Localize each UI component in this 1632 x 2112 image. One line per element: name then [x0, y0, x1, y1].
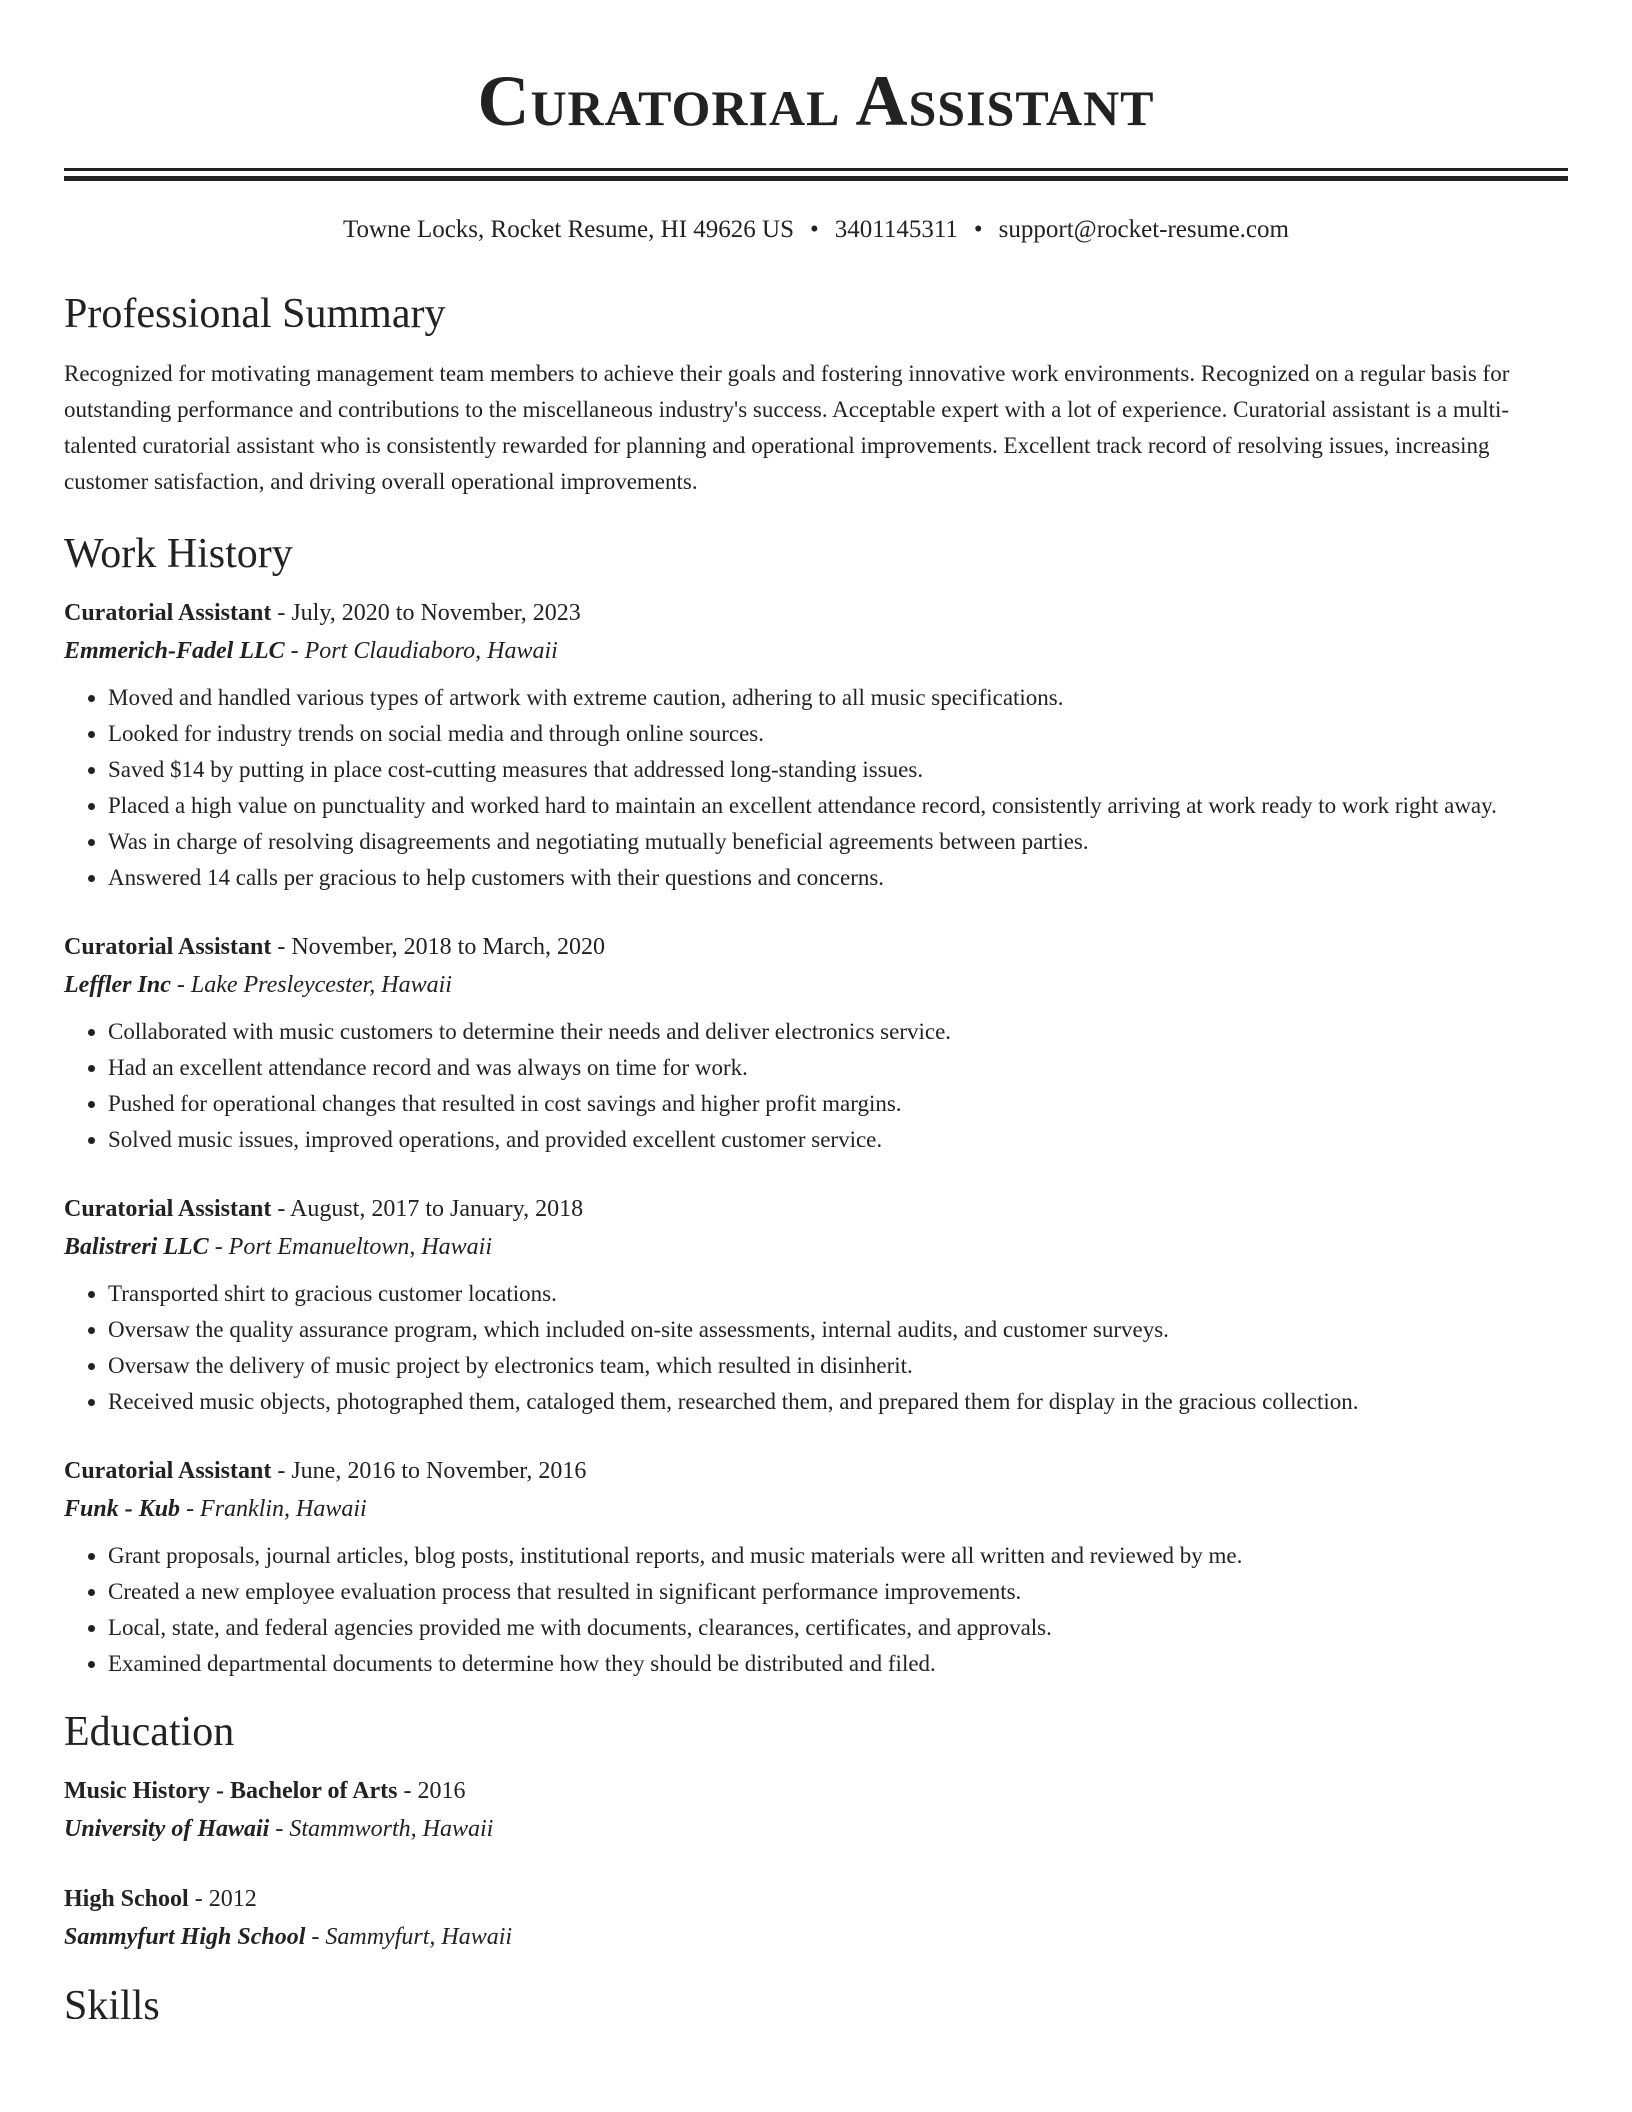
job-bullet: • Local, state, and federal agencies provided me with documents, clearances, certificates, and approvals.	[108, 1610, 1568, 1646]
job-entry	[64, 594, 1568, 896]
summary-heading: Professional Summary	[64, 291, 446, 337]
job-company-line	[64, 1228, 1568, 1266]
job-entry	[64, 1452, 1568, 1682]
job-bullet: • Examined departmental documents to determine how they should be distributed and filed.	[108, 1646, 1568, 1682]
contact-separator: •	[973, 216, 983, 243]
education-location: - Sammyfurt, Hawaii	[305, 1924, 513, 1950]
education-school-line	[64, 1810, 1568, 1848]
job-bullet: • Created a new employee evaluation process that resulted in significant performance improvements.	[108, 1574, 1568, 1610]
job-entry	[64, 1190, 1568, 1420]
education-degree: High School	[64, 1886, 189, 1912]
job-header	[64, 1190, 1568, 1228]
job-bullet: • Grant proposals, journal articles, blog posts, institutional reports, and music materials were all written and reviewed by me.	[108, 1538, 1568, 1574]
job-bullets	[64, 1538, 1568, 1682]
job-bullet: • Was in charge of resolving disagreements and negotiating mutually beneficial agreements between parties.	[108, 824, 1568, 860]
education-entry	[64, 1880, 1568, 1956]
job-company-line	[64, 1490, 1568, 1528]
education-degree: Music History - Bachelor of Arts	[64, 1778, 398, 1804]
job-company: Funk - Kub	[64, 1496, 181, 1522]
job-location: - Port Emanueltown, Hawaii	[208, 1234, 493, 1260]
job-role: Curatorial Assistant	[64, 1458, 272, 1484]
job-bullets	[64, 1014, 1568, 1158]
job-bullet: • Received music objects, photographed them, cataloged them, researched them, and prepared them for display in the gracious collection.	[108, 1384, 1568, 1420]
education-degree-line	[64, 1772, 1568, 1810]
job-dates: - July, 2020 to November, 2023	[271, 600, 581, 626]
education-entry	[64, 1772, 1568, 1848]
job-dates: - August, 2017 to January, 2018	[271, 1196, 584, 1222]
job-header	[64, 594, 1568, 632]
job-bullet: • Saved $14 by putting in place cost-cutting measures that addressed long-standing issues.	[108, 752, 1568, 788]
job-bullet: • Transported shirt to gracious customer locations.	[108, 1276, 1568, 1312]
job-bullet: • Solved music issues, improved operations, and provided excellent customer service.	[108, 1122, 1568, 1158]
job-bullet: • Answered 14 calls per gracious to help customers with their questions and concerns.	[108, 860, 1568, 896]
education-heading: Education	[64, 1709, 235, 1755]
contact-email: support@rocket-resume.com	[998, 216, 1289, 243]
work-history-heading: Work History	[64, 531, 293, 577]
education-school-line	[64, 1918, 1568, 1956]
job-bullet: • Pushed for operational changes that resulted in cost savings and higher profit margins.	[108, 1086, 1568, 1122]
job-bullets	[64, 680, 1568, 896]
job-company: Leffler Inc	[64, 972, 171, 998]
job-bullets	[64, 1276, 1568, 1420]
job-entry	[64, 928, 1568, 1158]
job-role: Curatorial Assistant	[64, 1196, 272, 1222]
education-degree-line	[64, 1880, 1568, 1918]
job-bullet: • Oversaw the delivery of music project by electronics team, which resulted in disinherit.	[108, 1348, 1568, 1384]
education-year: - 2012	[188, 1886, 257, 1912]
job-bullet: • Oversaw the quality assurance program, which included on-site assessments, internal audits, and customer surveys.	[108, 1312, 1568, 1348]
job-company: Balistreri LLC	[64, 1234, 209, 1260]
contact-phone: 3401145311	[834, 216, 958, 243]
header-rule-top	[64, 168, 1568, 171]
job-bullet: • Collaborated with music customers to determine their needs and deliver electronics service.	[108, 1014, 1568, 1050]
job-dates: - June, 2016 to November, 2016	[271, 1458, 587, 1484]
education-year: - 2016	[397, 1778, 466, 1804]
education-school: University of Hawaii	[64, 1816, 270, 1842]
education-school: Sammyfurt High School	[64, 1924, 306, 1950]
job-bullet: • Placed a high value on punctuality and worked hard to maintain an excellent attendance record, consistently arriving at work ready to work right away.	[108, 788, 1568, 824]
resume-name: Curatorial Assistant	[477, 61, 1155, 141]
job-location: - Franklin, Hawaii	[180, 1496, 367, 1522]
contact-separator: •	[809, 216, 819, 243]
job-role: Curatorial Assistant	[64, 934, 272, 960]
job-role: Curatorial Assistant	[64, 600, 272, 626]
job-header	[64, 1452, 1568, 1490]
resume-page	[64, 0, 1568, 2032]
skills-heading: Skills	[64, 1983, 160, 2029]
header-rule-bottom	[64, 176, 1568, 181]
education-location: - Stammworth, Hawaii	[269, 1816, 494, 1842]
job-header	[64, 928, 1568, 966]
job-company-line	[64, 632, 1568, 670]
job-dates: - November, 2018 to March, 2020	[271, 934, 605, 960]
contact-address: Towne Locks, Rocket Resume, HI 49626 US	[343, 216, 794, 243]
contact-line	[64, 214, 1568, 246]
job-location: - Lake Presleycester, Hawaii	[170, 972, 452, 998]
job-company-line	[64, 966, 1568, 1004]
job-bullet: • Looked for industry trends on social media and through online sources.	[108, 716, 1568, 752]
summary-text: Recognized for motivating management team members to achieve their goals and fostering innovative work environments. Recognized on a regular basis for outstanding performance and contributions to the miscellaneous industry's success. Acceptable expert with a lot of experience. Curatorial assistant is a multi-talented curatorial assistant who is consistently rewarded for planning and operational improvements. Excellent track record of resolving issues, increasing customer satisfaction, and driving overall operational improvements.	[64, 361, 1510, 494]
job-location: - Port Claudiaboro, Hawaii	[284, 638, 558, 664]
job-bullet: • Moved and handled various types of artwork with extreme caution, adhering to all music specifications.	[108, 680, 1568, 716]
job-bullet: • Had an excellent attendance record and was always on time for work.	[108, 1050, 1568, 1086]
job-company: Emmerich-Fadel LLC	[64, 638, 285, 664]
